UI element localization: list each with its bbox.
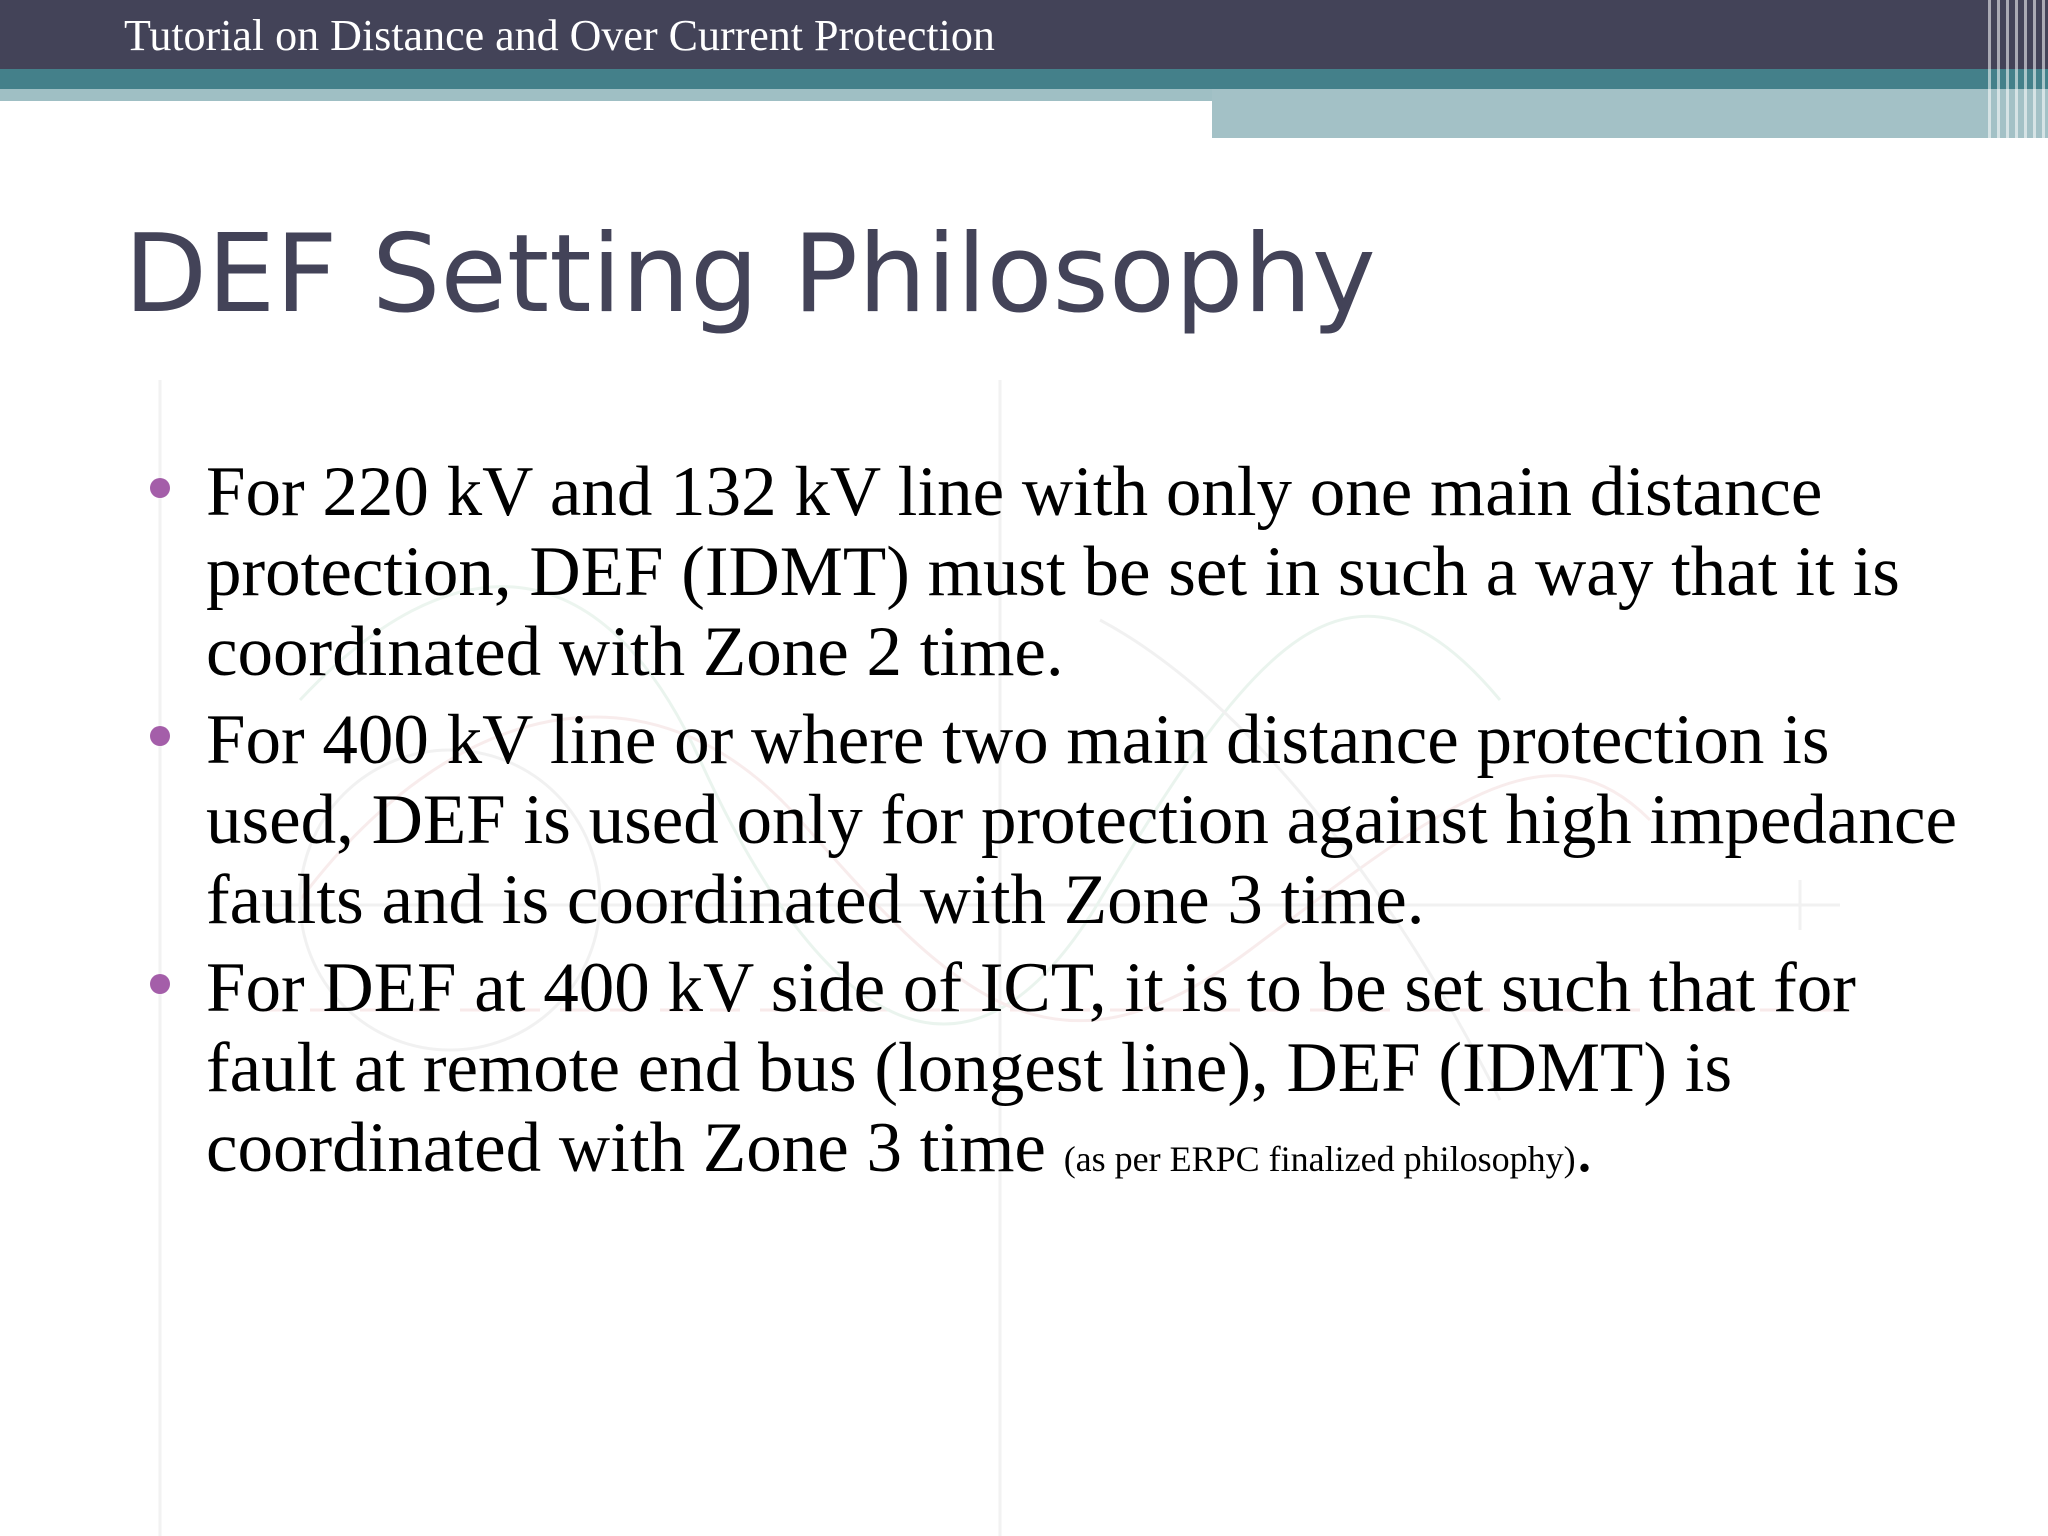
bullet-tail: .: [1575, 1109, 1594, 1187]
bullet-item: [0, 452, 2048, 692]
bullet-text: For 400 kV line or where two main distance protection is used, DEF is used only for protection against high impedance faults and is coordinated with Zone 3 time.: [206, 701, 1957, 939]
bullet-list: [0, 452, 2048, 1207]
header-accent-teal: [0, 69, 2048, 89]
bullet-item: [0, 700, 2048, 940]
bullet-dot-icon: [150, 974, 170, 994]
bullet-small-note: (as per ERPC finalized philosophy): [1063, 1139, 1576, 1179]
bullet-dot-icon: [150, 726, 170, 746]
header-accent-light-strip: [0, 89, 1212, 101]
header-stripes: [1988, 0, 2048, 138]
bullet-dot-icon: [150, 478, 170, 498]
header-accent-light-block: [1212, 89, 2048, 138]
header-title: Tutorial on Distance and Over Current Protection: [124, 11, 995, 60]
bullet-text: For DEF at 400 kV side of ICT, it is to be set such that for fault at remote end bus (longest line), DEF (IDMT) is coordinated with Zone 3 time: [206, 949, 1856, 1187]
slide-title: DEF Setting Philosophy: [124, 212, 1376, 337]
bullet-item: [0, 948, 2048, 1199]
bullet-text: For 220 kV and 132 kV line with only one main distance protection, DEF (IDMT) must be set in such a way that it is coordinated with Zone 2 time.: [206, 453, 1900, 691]
